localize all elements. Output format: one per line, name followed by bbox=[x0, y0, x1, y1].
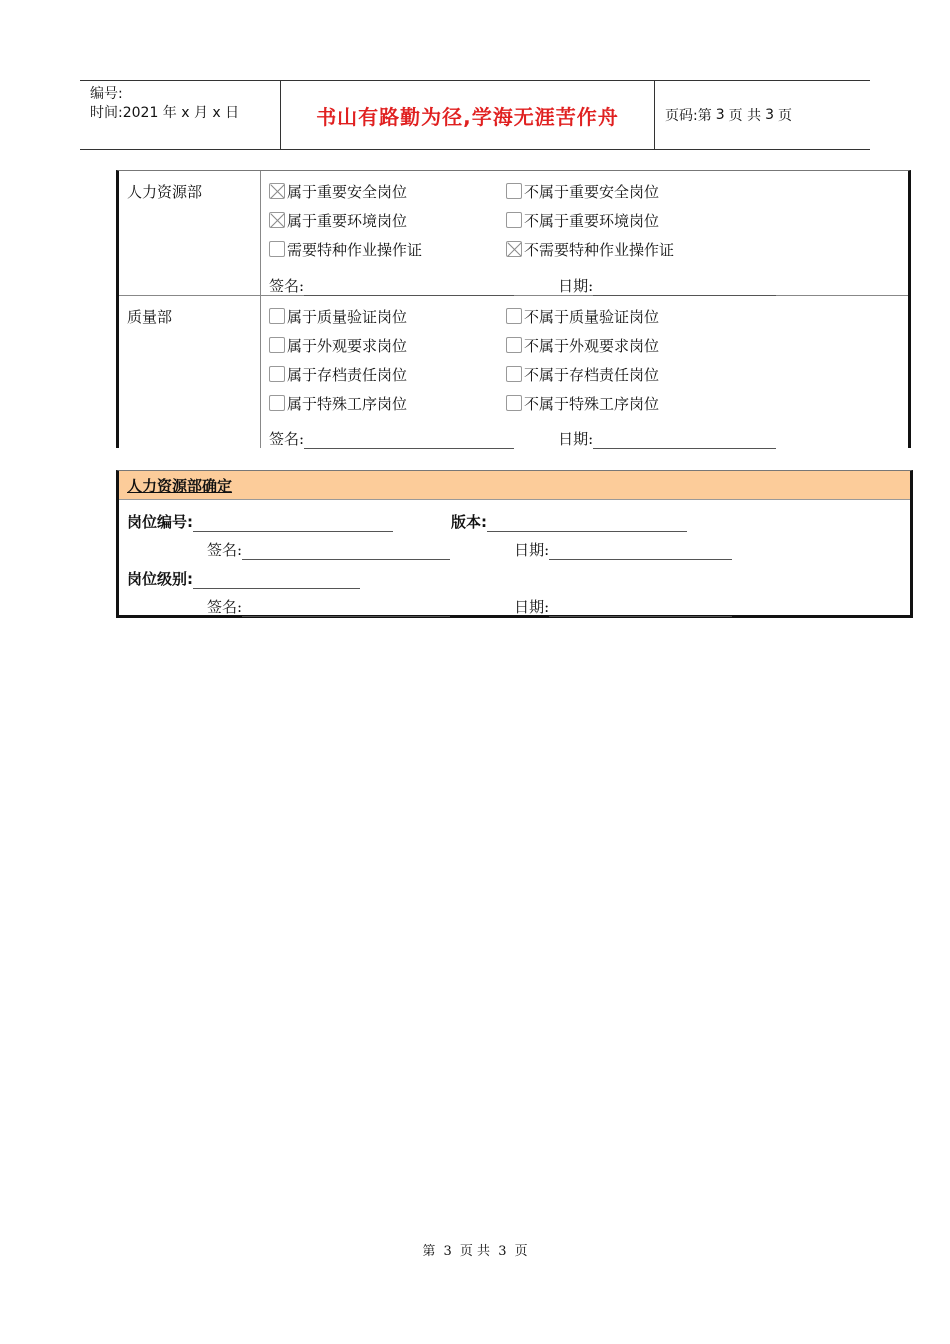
post-number-row bbox=[127, 511, 687, 532]
option-label: 属于存档责任岗位 bbox=[287, 365, 408, 384]
dept-label-hr: 人力资源部 bbox=[119, 171, 261, 295]
option-label: 属于质量验证岗位 bbox=[287, 307, 408, 326]
checkbox-checked-icon[interactable] bbox=[269, 183, 285, 199]
post-level-field[interactable] bbox=[193, 574, 360, 589]
hr-signature-row bbox=[269, 275, 776, 296]
signature-label: 签名: bbox=[269, 430, 305, 448]
dept-label-quality: 质量部 bbox=[119, 296, 261, 448]
date-label: 日期: bbox=[558, 277, 594, 295]
signature-field[interactable] bbox=[304, 281, 514, 296]
confirm-title: 人力资源部确定 bbox=[119, 471, 910, 500]
version-field[interactable] bbox=[487, 517, 687, 532]
option-hr-5[interactable] bbox=[506, 239, 674, 259]
footer-prefix: 第 bbox=[422, 1244, 436, 1259]
option-label: 不属于重要环境岗位 bbox=[524, 211, 660, 230]
signature-field[interactable] bbox=[304, 434, 514, 449]
option-label: 属于重要环境岗位 bbox=[287, 211, 408, 230]
footer-page-total: 3 bbox=[498, 1244, 507, 1259]
option-label: 不属于质量验证岗位 bbox=[524, 307, 660, 326]
option-label: 不需要特种作业操作证 bbox=[524, 240, 675, 259]
checkbox-icon[interactable] bbox=[269, 395, 285, 411]
signature-label: 签名: bbox=[269, 277, 305, 295]
option-quality-1[interactable] bbox=[506, 306, 659, 326]
page-footer bbox=[0, 1240, 950, 1259]
option-quality-0[interactable] bbox=[269, 306, 407, 326]
hr-confirmation-box bbox=[116, 470, 913, 618]
signature-field[interactable] bbox=[242, 545, 450, 560]
footer-page-number: 3 bbox=[443, 1244, 452, 1259]
header-page-info bbox=[655, 81, 870, 149]
department-review-table bbox=[116, 170, 911, 448]
date-label: 日期: bbox=[558, 430, 594, 448]
option-label: 需要特种作业操作证 bbox=[287, 240, 423, 259]
option-label: 不属于重要安全岗位 bbox=[524, 182, 660, 201]
option-quality-5[interactable] bbox=[506, 364, 659, 384]
footer-suffix: 页 bbox=[514, 1244, 528, 1259]
option-quality-4[interactable] bbox=[269, 364, 407, 384]
quality-options bbox=[261, 296, 908, 448]
header-meta bbox=[80, 81, 281, 149]
signature-field[interactable] bbox=[242, 602, 450, 617]
date-field[interactable] bbox=[593, 434, 776, 449]
option-hr-3[interactable] bbox=[506, 210, 659, 230]
option-hr-1[interactable] bbox=[506, 181, 659, 201]
post-level-label: 岗位级别: bbox=[127, 570, 193, 588]
option-quality-3[interactable] bbox=[506, 335, 659, 355]
option-quality-7[interactable] bbox=[506, 393, 659, 413]
option-hr-0[interactable] bbox=[269, 181, 407, 201]
checkbox-icon[interactable] bbox=[506, 395, 522, 411]
checkbox-icon[interactable] bbox=[506, 308, 522, 324]
option-quality-6[interactable] bbox=[269, 393, 407, 413]
option-label: 不属于特殊工序岗位 bbox=[524, 394, 660, 413]
signature-label: 签名: bbox=[207, 598, 243, 616]
checkbox-checked-icon[interactable] bbox=[506, 241, 522, 257]
checkbox-icon[interactable] bbox=[269, 308, 285, 324]
post-level-row bbox=[127, 568, 360, 589]
quality-signature-row bbox=[269, 428, 776, 449]
confirm-signature-row-1 bbox=[207, 539, 732, 560]
post-number-field[interactable] bbox=[193, 517, 393, 532]
option-quality-2[interactable] bbox=[269, 335, 407, 355]
option-label: 不属于外观要求岗位 bbox=[524, 336, 660, 355]
option-label: 不属于存档责任岗位 bbox=[524, 365, 660, 384]
page-mid: 页 共 bbox=[728, 108, 762, 124]
hr-options bbox=[261, 171, 908, 295]
table-row-quality bbox=[119, 296, 908, 448]
version-label: 版本: bbox=[451, 513, 487, 531]
table-row-hr bbox=[119, 171, 908, 296]
checkbox-checked-icon[interactable] bbox=[269, 212, 285, 228]
confirm-signature-row-2 bbox=[207, 596, 732, 617]
date-field[interactable] bbox=[549, 602, 732, 617]
date-field[interactable] bbox=[593, 281, 776, 296]
page-prefix: 页码:第 bbox=[665, 108, 712, 124]
option-label: 属于外观要求岗位 bbox=[287, 336, 408, 355]
footer-mid: 页 共 bbox=[459, 1244, 491, 1259]
page-suffix: 页 bbox=[778, 108, 793, 124]
date-label: 日期: bbox=[514, 598, 550, 616]
checkbox-icon[interactable] bbox=[269, 241, 285, 257]
post-number-label: 岗位编号: bbox=[127, 513, 193, 531]
checkbox-icon[interactable] bbox=[269, 366, 285, 382]
date-field[interactable] bbox=[549, 545, 732, 560]
checkbox-icon[interactable] bbox=[269, 337, 285, 353]
document-time-label: 时间:2021 年 x 月 x 日 bbox=[90, 105, 240, 121]
checkbox-icon[interactable] bbox=[506, 366, 522, 382]
page-total: 3 bbox=[765, 107, 775, 123]
page-header bbox=[80, 80, 870, 150]
date-label: 日期: bbox=[514, 541, 550, 559]
signature-label: 签名: bbox=[207, 541, 243, 559]
option-hr-4[interactable] bbox=[269, 239, 422, 259]
checkbox-icon[interactable] bbox=[506, 212, 522, 228]
document-number-label: 编号: bbox=[90, 86, 123, 102]
option-label: 属于特殊工序岗位 bbox=[287, 394, 408, 413]
option-label: 属于重要安全岗位 bbox=[287, 182, 408, 201]
checkbox-icon[interactable] bbox=[506, 183, 522, 199]
checkbox-icon[interactable] bbox=[506, 337, 522, 353]
page-number: 3 bbox=[715, 107, 725, 123]
header-motto: 书山有路勤为径,学海无涯苦作舟 bbox=[281, 81, 655, 149]
option-hr-2[interactable] bbox=[269, 210, 407, 230]
